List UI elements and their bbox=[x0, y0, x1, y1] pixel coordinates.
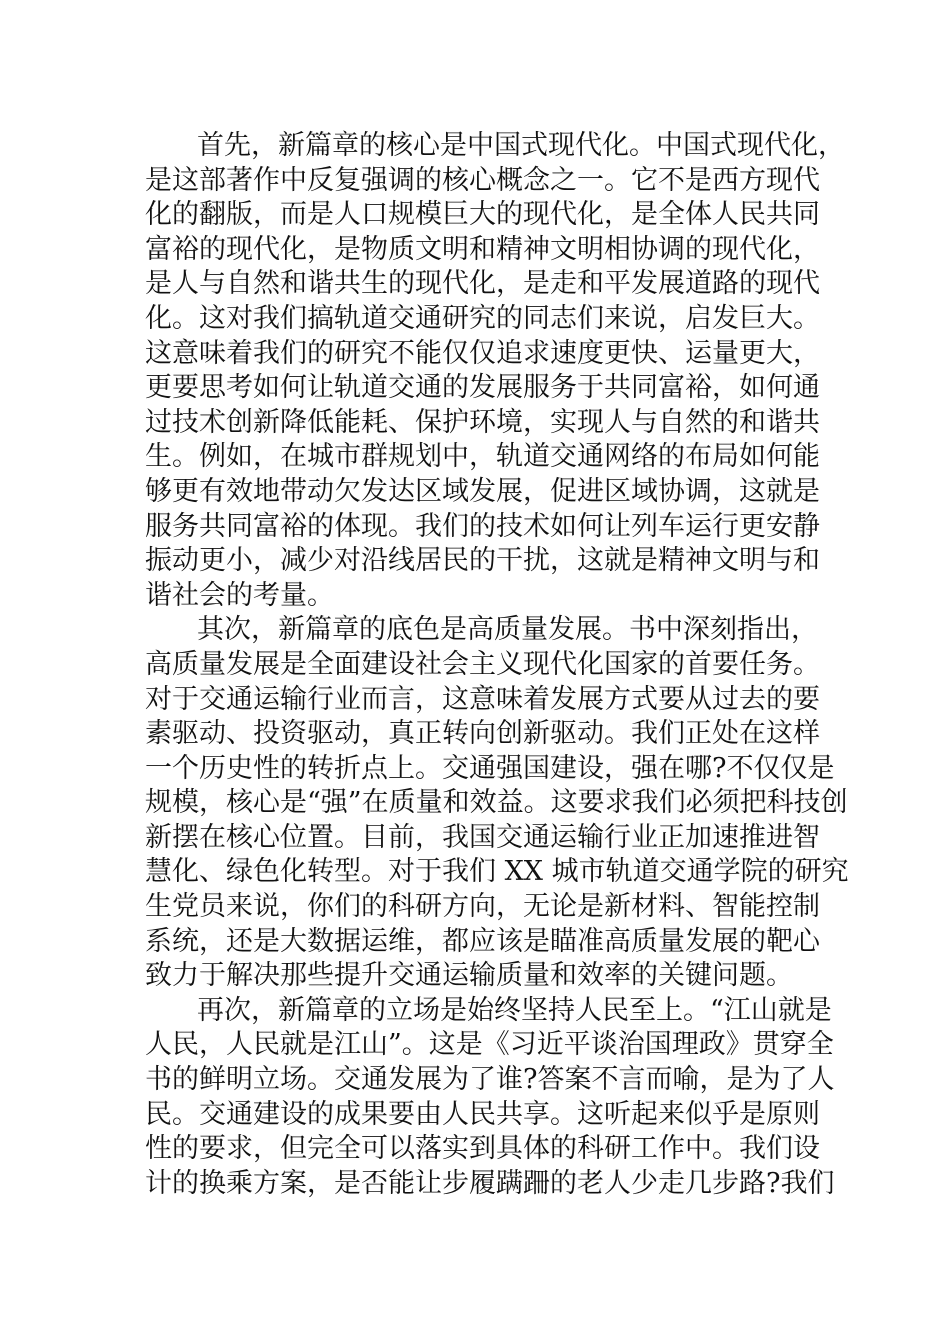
paragraph-line: 化。这对我们搞轨道交通研究的同志们来说，启发巨大。 bbox=[145, 302, 820, 334]
paragraph-line: 再次，新篇章的立场是始终坚持人民至上。“江山就是 bbox=[197, 994, 832, 1026]
paragraph-line: 其次，新篇章的底色是高质量发展。书中深刻指出， bbox=[197, 614, 818, 646]
paragraph-line: 致力于解决那些提升交通运输质量和效率的关键问题。 bbox=[145, 960, 793, 992]
paragraph-line: 服务共同富裕的体现。我们的技术如何让列车运行更安静 bbox=[145, 510, 820, 542]
paragraph-line: 对于交通运输行业而言，这意味着发展方式要从过去的要 bbox=[145, 683, 820, 715]
paragraph-line: 规模，核心是“强”在质量和效益。这要求我们必须把科技创 bbox=[145, 787, 848, 819]
paragraph-line: 慧化、绿色化转型。对于我们 XX 城市轨道交通学院的研究 bbox=[145, 856, 849, 888]
paragraph-line: 一个历史性的转折点上。交通强国建设，强在哪?不仅仅是 bbox=[145, 752, 835, 784]
paragraph-line: 新摆在核心位置。目前，我国交通运输行业正加速推进智 bbox=[145, 821, 820, 853]
paragraph-line: 计的换乘方案，是否能让步履蹒跚的老人少走几步路?我们 bbox=[145, 1167, 835, 1199]
paragraph-line: 更要思考如何让轨道交通的发展服务于共同富裕，如何通 bbox=[145, 372, 820, 404]
paragraph-line: 是这部著作中反复强调的核心概念之一。它不是西方现代 bbox=[145, 164, 820, 196]
paragraph-line: 首先，新篇章的核心是中国式现代化。中国式现代化， bbox=[197, 130, 845, 161]
paragraph-line: 生党员来说，你们的科研方向，无论是新材料、智能控制 bbox=[145, 891, 820, 923]
paragraph-line: 过技术创新降低能耗、保护环境，实现人与自然的和谐共 bbox=[145, 406, 820, 438]
body-text bbox=[145, 129, 849, 1201]
paragraph-line: 这意味着我们的研究不能仅仅追求速度更快、运量更大， bbox=[145, 337, 820, 369]
paragraph-line: 书的鲜明立场。交通发展为了谁?答案不言而喻，是为了人 bbox=[145, 1064, 835, 1096]
paragraph-line: 性的要求，但完全可以落实到具体的科研工作中。我们设 bbox=[145, 1133, 820, 1165]
paragraph-line: 振动更小，减少对沿线居民的干扰，这就是精神文明与和 bbox=[145, 545, 820, 577]
paragraph-line: 民。交通建设的成果要由人民共享。这听起来似乎是原则 bbox=[145, 1098, 820, 1130]
paragraph-line: 富裕的现代化，是物质文明和精神文明相协调的现代化， bbox=[145, 233, 820, 265]
paragraph-line: 生。例如，在城市群规划中，轨道交通网络的布局如何能 bbox=[145, 441, 820, 473]
paragraph-line: 素驱动、投资驱动，真正转向创新驱动。我们正处在这样 bbox=[145, 718, 820, 750]
paragraph-line: 人民，人民就是江山”。这是《习近平谈治国理政》贯穿全 bbox=[145, 1029, 834, 1061]
paragraph-line: 谐社会的考量。 bbox=[145, 579, 334, 611]
paragraph-line: 够更有效地带动欠发达区域发展，促进区域协调，这就是 bbox=[145, 475, 820, 507]
paragraph-line: 化的翻版，而是人口规模巨大的现代化，是全体人民共同 bbox=[145, 199, 820, 231]
paragraph-line: 系统，还是大数据运维，都应该是瞄准高质量发展的靶心 bbox=[145, 925, 820, 957]
paragraph-line: 高质量发展是全面建设社会主义现代化国家的首要任务。 bbox=[145, 648, 820, 680]
paragraph-line: 是人与自然和谐共生的现代化，是走和平发展道路的现代 bbox=[145, 268, 820, 300]
